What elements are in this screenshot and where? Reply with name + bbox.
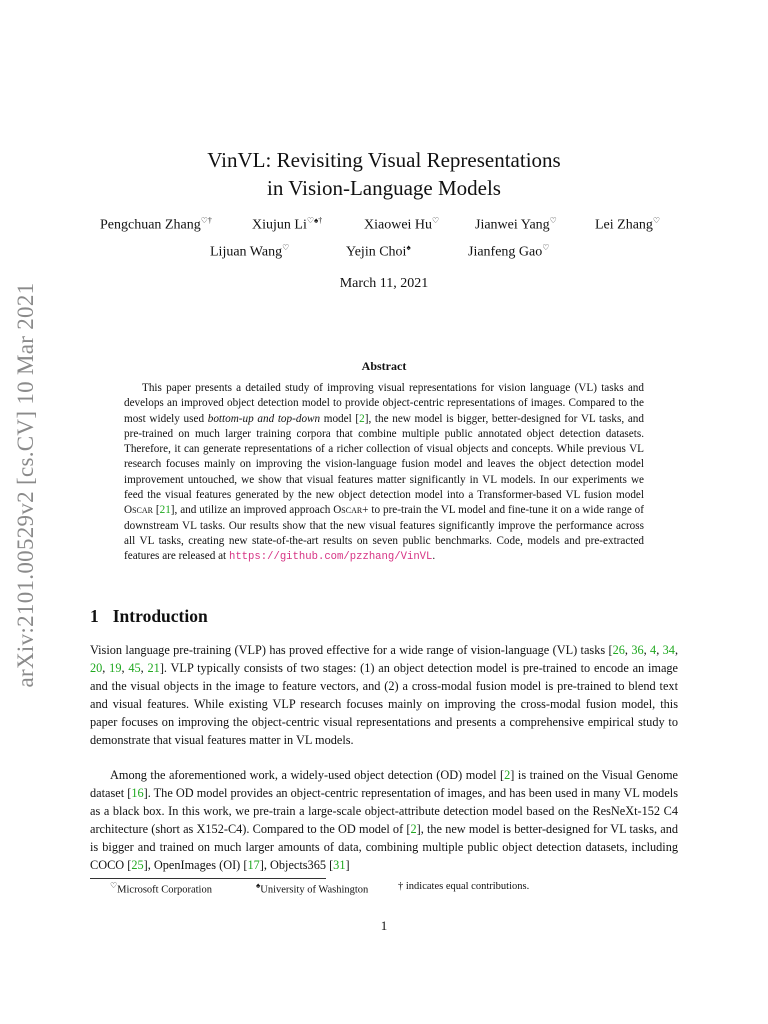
footnote-uw <box>256 881 368 896</box>
paper-date: March 11, 2021 <box>339 276 429 291</box>
citation-link[interactable]: 16 <box>131 786 144 800</box>
citation-link[interactable]: 2 <box>504 768 511 782</box>
citation-link[interactable]: 21 <box>147 661 160 675</box>
author-name: Jianfeng Gao <box>468 244 543 260</box>
abstract-italic: bottom-up and top-down <box>207 412 321 425</box>
author-name: Yejin Choi <box>346 244 407 260</box>
citation-link[interactable]: 2 <box>410 822 417 836</box>
footnote-text: Microsoft Corporation <box>117 884 212 896</box>
page-number: 1 <box>380 918 388 933</box>
abstract-heading: Abstract <box>361 359 407 373</box>
intro-paragraph-1: Vision language pre-training (VLP) has proved effective for a wide range of vision-language (VL) tasks [26, 36, 4, 34, 20, 19, 45, 21]. VLP typically consists of two stages: (1) an object detection model is pre-trained to encode an image and the visual objects in the image to feature vectors, and (2) a cross-modal fusion model is pre-trained to blend text and visual features. While existing VLP research focuses mainly on improving the cross-modal fusion model, this paper focuses on improving the object-centric visual representations and presents a comprehensive empirical study to demonstrate that visual features matter in VL models. <box>90 643 679 747</box>
footnote-mark: ♠ <box>256 881 261 890</box>
author-jianfeng-gao <box>468 243 549 261</box>
author-affiliation-marks: ♡ <box>652 216 661 225</box>
author-lijuan-wang <box>210 243 289 261</box>
footnote-mark: ♡ <box>110 881 118 890</box>
section-title: Introduction <box>112 606 208 626</box>
author-name: Lijuan Wang <box>210 244 283 260</box>
author-lei-zhang <box>595 216 660 234</box>
author-xiaowei-hu <box>364 216 439 234</box>
author-pengchuan-zhang <box>100 216 212 234</box>
citation-link[interactable]: 31 <box>333 858 346 872</box>
citation-link[interactable]: 36 <box>631 643 644 657</box>
author-affiliation-marks: ♡† <box>200 216 212 225</box>
footnote-microsoft <box>110 881 212 896</box>
intro-paragraph-2: Among the aforementioned work, a widely-used object detection (OD) model [2] is trained on the Visual Genome dataset [16]. The OD model provides an object-centric representation of images, and has been used in many VL models as a black box. In this work, we pre-train a large-scale object-attribute detection model based on the ResNeXt-152 C4 architecture (short as X152-C4). Compared to the OD model of [2], the new model is better-designed for VL tasks, and is bigger and trained on much larger amounts of data, combining multiple public object detection datasets, including COCO [25], OpenImages (OI) [17], Objects365 [31] <box>90 768 678 872</box>
author-jianwei-yang <box>475 216 557 234</box>
section-heading-introduction <box>90 606 208 627</box>
arxiv-stamp <box>6 270 46 700</box>
citation-link[interactable]: 34 <box>662 643 675 657</box>
citation-link[interactable]: 19 <box>109 661 122 675</box>
arxiv-stamp-text: arXiv:2101.00529v2 [cs.CV] 10 Mar 2021 <box>13 282 38 688</box>
author-name: Pengchuan Zhang <box>100 217 201 233</box>
author-affiliation-marks: ♡ <box>282 243 290 252</box>
citation-link[interactable]: 2 <box>359 412 365 425</box>
footnote-rule <box>90 878 326 879</box>
citation-link[interactable]: 17 <box>247 858 260 872</box>
title-line-2: in Vision-Language Models <box>267 176 501 200</box>
title-line-1: VinVL: Revisiting Visual Representations <box>207 148 561 172</box>
abstract-body: This paper presents a detailed study of improving visual representations for vision language (VL) tasks and develops an improved object detection model to provide object-centric representations of images. Compared to the most widely used bottom-up and top-down model [2], the new model is bigger, better-designed for VL tasks, and pre-trained on much larger training corpora that combine multiple public annotated object detection datasets. Therefore, it can generate representations of a richer collection of visual objects and concepts. While previous VL research focuses mainly on improving the vision-language fusion model and leaves the object detection model improvement untouched, we show that visual features matter significantly in VL models. In our experiments we feed the visual features generated by the new object detection model into a Transformer-based VL fusion model Oscar [21], and utilize an improved approach Oscar+ to pre-train the VL model and fine-tune it on a wide range of downstream VL tasks. Our results show that the new visual features significantly improve the performance across all VL tasks, creating new state-of-the-art results on seven public benchmarks. Code, models and pre-extracted features are released at https://github.com/pzzhang/VinVL. <box>124 382 644 564</box>
author-affiliation-marks: ♡ <box>432 216 440 225</box>
author-affiliation-marks: ♡ <box>542 243 550 252</box>
citation-link[interactable]: 20 <box>90 661 103 675</box>
author-name: Xiujun Li <box>252 217 307 233</box>
author-name: Jianwei Yang <box>475 217 550 233</box>
citation-link[interactable]: 4 <box>650 643 657 657</box>
author-xiujun-li <box>252 216 322 234</box>
code-url-link[interactable]: https://github.com/pzzhang/VinVL <box>228 551 433 564</box>
oscar-plus-name: Oscar+ <box>333 504 369 517</box>
citation-link[interactable]: 26 <box>612 643 625 657</box>
author-name: Xiaowei Hu <box>364 217 433 233</box>
citation-link[interactable]: 21 <box>159 504 171 517</box>
author-yejin-choi <box>346 243 411 261</box>
author-affiliation-marks: ♠ <box>406 243 411 252</box>
footnote-text: University of Washington <box>260 884 369 896</box>
author-affiliation-marks: ♡ <box>549 216 557 225</box>
oscar-name: Oscar <box>124 504 153 517</box>
citation-link[interactable]: 45 <box>128 661 141 675</box>
author-name: Lei Zhang <box>595 217 653 233</box>
footnote-equal-contribution: † indicates equal contributions. <box>398 881 530 892</box>
author-affiliation-marks: ♡♠† <box>306 216 323 225</box>
section-number: 1 <box>90 606 99 626</box>
citation-link[interactable]: 25 <box>131 858 144 872</box>
paper-title <box>0 146 768 202</box>
